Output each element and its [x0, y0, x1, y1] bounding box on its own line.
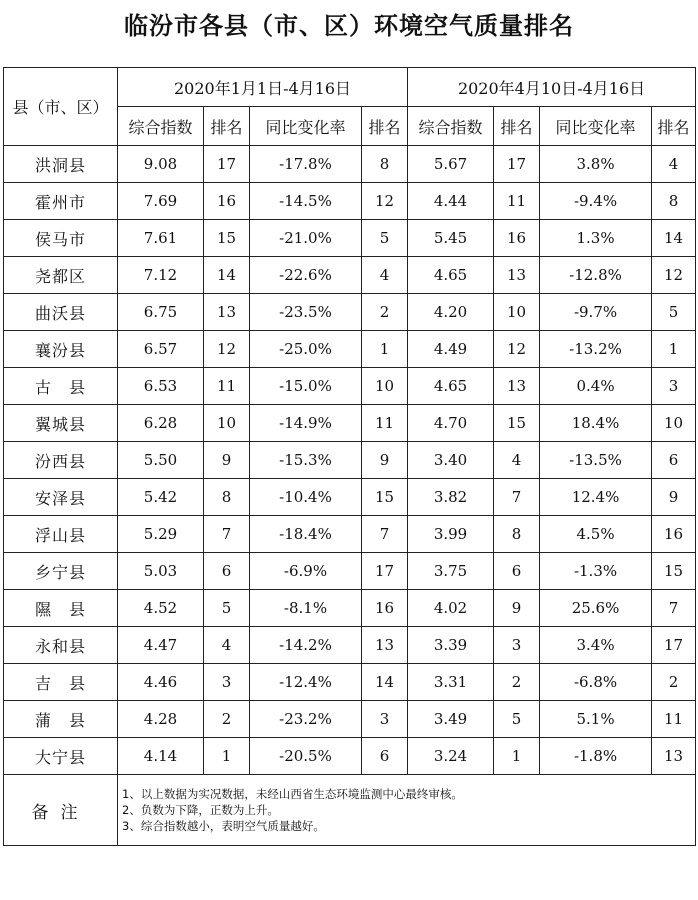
change-rank-cell: 2 [652, 664, 696, 701]
composite-index-cell: 7.61 [118, 220, 204, 257]
table-row [4, 479, 696, 516]
composite-index-cell: 6.28 [118, 405, 204, 442]
table-row [4, 183, 696, 220]
table-row [4, 368, 696, 405]
change-rank-cell: 2 [362, 294, 408, 331]
change-rate-cell: -14.5% [250, 183, 362, 220]
change-rank-cell: 10 [652, 405, 696, 442]
rank-cell: 13 [204, 294, 250, 331]
notes-row [4, 775, 696, 846]
notes-content [118, 775, 696, 846]
period2-header: 2020年4月10日-4月16日 [408, 68, 696, 107]
change-rank-cell: 7 [652, 590, 696, 627]
col-header-rank: 排名 [204, 107, 250, 146]
composite-index-cell: 6.57 [118, 331, 204, 368]
col-header-rank: 排名 [494, 107, 540, 146]
composite-index-cell: 4.52 [118, 590, 204, 627]
change-rank-cell: 7 [362, 516, 408, 553]
change-rate-cell: -25.0% [250, 331, 362, 368]
change-rank-cell: 5 [362, 220, 408, 257]
change-rate-cell: -14.9% [250, 405, 362, 442]
ranking-table [3, 67, 696, 846]
col-header-change: 同比变化率 [540, 107, 652, 146]
rank-cell: 15 [494, 405, 540, 442]
change-rank-cell: 11 [362, 405, 408, 442]
col-header-change-rank: 排名 [362, 107, 408, 146]
change-rate-cell: -13.2% [540, 331, 652, 368]
composite-index-cell: 4.49 [408, 331, 494, 368]
change-rate-cell: -9.4% [540, 183, 652, 220]
composite-index-cell: 5.45 [408, 220, 494, 257]
county-name: 蒲 县 [4, 701, 118, 738]
change-rate-cell: -6.9% [250, 553, 362, 590]
change-rank-cell: 4 [652, 146, 696, 183]
county-name: 洪洞县 [4, 146, 118, 183]
rank-cell: 12 [204, 331, 250, 368]
change-rate-cell: -14.2% [250, 627, 362, 664]
county-name: 襄汾县 [4, 331, 118, 368]
rank-cell: 7 [494, 479, 540, 516]
composite-index-cell: 4.65 [408, 368, 494, 405]
table-row [4, 516, 696, 553]
rank-cell: 8 [494, 516, 540, 553]
rank-cell: 11 [494, 183, 540, 220]
composite-index-cell: 3.40 [408, 442, 494, 479]
composite-index-cell: 6.53 [118, 368, 204, 405]
change-rank-cell: 16 [362, 590, 408, 627]
composite-index-cell: 5.03 [118, 553, 204, 590]
rank-cell: 4 [204, 627, 250, 664]
change-rank-cell: 10 [362, 368, 408, 405]
change-rank-cell: 11 [652, 701, 696, 738]
county-name: 曲沃县 [4, 294, 118, 331]
county-name: 永和县 [4, 627, 118, 664]
period1-header: 2020年1月1日-4月16日 [118, 68, 408, 107]
rank-cell: 10 [494, 294, 540, 331]
rank-cell: 17 [204, 146, 250, 183]
rank-cell: 16 [494, 220, 540, 257]
composite-index-cell: 5.67 [408, 146, 494, 183]
county-name: 翼城县 [4, 405, 118, 442]
rank-cell: 5 [494, 701, 540, 738]
composite-index-cell: 6.75 [118, 294, 204, 331]
note-line: 2、负数为下降，正数为上升。 [122, 803, 279, 817]
change-rank-cell: 4 [362, 257, 408, 294]
change-rate-cell: 1.3% [540, 220, 652, 257]
table-row [4, 294, 696, 331]
rank-cell: 13 [494, 368, 540, 405]
composite-index-cell: 4.14 [118, 738, 204, 775]
note-line: 3、综合指数越小，表明空气质量越好。 [122, 819, 325, 833]
change-rank-cell: 6 [652, 442, 696, 479]
change-rate-cell: 18.4% [540, 405, 652, 442]
rank-cell: 15 [204, 220, 250, 257]
table-row [4, 701, 696, 738]
county-name: 安泽县 [4, 479, 118, 516]
change-rank-cell: 1 [652, 331, 696, 368]
composite-index-cell: 3.82 [408, 479, 494, 516]
change-rank-cell: 13 [652, 738, 696, 775]
table-row [4, 738, 696, 775]
county-name: 侯马市 [4, 220, 118, 257]
composite-index-cell: 3.75 [408, 553, 494, 590]
rank-cell: 9 [204, 442, 250, 479]
county-name: 浮山县 [4, 516, 118, 553]
rank-cell: 3 [204, 664, 250, 701]
composite-index-cell: 4.70 [408, 405, 494, 442]
composite-index-cell: 4.47 [118, 627, 204, 664]
change-rate-cell: -15.0% [250, 368, 362, 405]
composite-index-cell: 3.24 [408, 738, 494, 775]
table-row [4, 590, 696, 627]
table-row [4, 664, 696, 701]
change-rate-cell: -23.5% [250, 294, 362, 331]
composite-index-cell: 7.69 [118, 183, 204, 220]
county-name: 大宁县 [4, 738, 118, 775]
change-rate-cell: -10.4% [250, 479, 362, 516]
change-rank-cell: 3 [362, 701, 408, 738]
change-rate-cell: 12.4% [540, 479, 652, 516]
rank-cell: 12 [494, 331, 540, 368]
rank-cell: 6 [204, 553, 250, 590]
change-rate-cell: -9.7% [540, 294, 652, 331]
table-row [4, 146, 696, 183]
change-rate-cell: 3.4% [540, 627, 652, 664]
composite-index-cell: 3.49 [408, 701, 494, 738]
change-rate-cell: -17.8% [250, 146, 362, 183]
notes-label: 备注 [4, 775, 118, 846]
rank-cell: 2 [494, 664, 540, 701]
county-name: 乡宁县 [4, 553, 118, 590]
composite-index-cell: 4.02 [408, 590, 494, 627]
change-rate-cell: -21.0% [250, 220, 362, 257]
change-rank-cell: 14 [652, 220, 696, 257]
change-rate-cell: 0.4% [540, 368, 652, 405]
rank-cell: 7 [204, 516, 250, 553]
county-name: 吉 县 [4, 664, 118, 701]
change-rate-cell: -1.3% [540, 553, 652, 590]
col-header-change-rank: 排名 [652, 107, 696, 146]
table-row [4, 257, 696, 294]
composite-index-cell: 4.46 [118, 664, 204, 701]
change-rank-cell: 14 [362, 664, 408, 701]
table-row [4, 442, 696, 479]
composite-index-cell: 5.50 [118, 442, 204, 479]
table-row [4, 220, 696, 257]
change-rate-cell: 5.1% [540, 701, 652, 738]
change-rank-cell: 9 [362, 442, 408, 479]
change-rank-cell: 8 [652, 183, 696, 220]
composite-index-cell: 3.31 [408, 664, 494, 701]
change-rate-cell: 3.8% [540, 146, 652, 183]
table-row [4, 627, 696, 664]
change-rank-cell: 17 [362, 553, 408, 590]
change-rank-cell: 1 [362, 331, 408, 368]
county-column-header: 县（市、区） [4, 68, 118, 146]
county-name: 古 县 [4, 368, 118, 405]
composite-index-cell: 4.20 [408, 294, 494, 331]
change-rate-cell: -13.5% [540, 442, 652, 479]
composite-index-cell: 9.08 [118, 146, 204, 183]
composite-index-cell: 3.39 [408, 627, 494, 664]
rank-cell: 13 [494, 257, 540, 294]
note-line: 1、以上数据为实况数据，未经山西省生态环境监测中心最终审核。 [122, 787, 463, 801]
rank-cell: 3 [494, 627, 540, 664]
composite-index-cell: 5.29 [118, 516, 204, 553]
col-header-index: 综合指数 [408, 107, 494, 146]
page-title: 临汾市各县（市、区）环境空气质量排名 [124, 12, 574, 40]
change-rate-cell: -12.4% [250, 664, 362, 701]
change-rank-cell: 8 [362, 146, 408, 183]
change-rate-cell: -6.8% [540, 664, 652, 701]
change-rank-cell: 13 [362, 627, 408, 664]
table-row [4, 553, 696, 590]
table-row [4, 331, 696, 368]
rank-cell: 11 [204, 368, 250, 405]
change-rank-cell: 15 [652, 553, 696, 590]
change-rate-cell: -20.5% [250, 738, 362, 775]
rank-cell: 17 [494, 146, 540, 183]
col-header-index: 综合指数 [118, 107, 204, 146]
composite-index-cell: 4.28 [118, 701, 204, 738]
change-rate-cell: -15.3% [250, 442, 362, 479]
change-rate-cell: -8.1% [250, 590, 362, 627]
change-rank-cell: 6 [362, 738, 408, 775]
change-rank-cell: 15 [362, 479, 408, 516]
rank-cell: 10 [204, 405, 250, 442]
change-rank-cell: 9 [652, 479, 696, 516]
rank-cell: 2 [204, 701, 250, 738]
county-name: 汾西县 [4, 442, 118, 479]
composite-index-cell: 3.99 [408, 516, 494, 553]
change-rate-cell: 25.6% [540, 590, 652, 627]
rank-cell: 1 [494, 738, 540, 775]
rank-cell: 4 [494, 442, 540, 479]
change-rank-cell: 3 [652, 368, 696, 405]
change-rank-cell: 5 [652, 294, 696, 331]
composite-index-cell: 5.42 [118, 479, 204, 516]
change-rank-cell: 12 [362, 183, 408, 220]
rank-cell: 5 [204, 590, 250, 627]
change-rank-cell: 16 [652, 516, 696, 553]
composite-index-cell: 7.12 [118, 257, 204, 294]
change-rank-cell: 17 [652, 627, 696, 664]
composite-index-cell: 4.44 [408, 183, 494, 220]
col-header-change: 同比变化率 [250, 107, 362, 146]
county-name: 尧都区 [4, 257, 118, 294]
rank-cell: 16 [204, 183, 250, 220]
change-rate-cell: -23.2% [250, 701, 362, 738]
table-row [4, 405, 696, 442]
composite-index-cell: 4.65 [408, 257, 494, 294]
change-rate-cell: -1.8% [540, 738, 652, 775]
change-rate-cell: 4.5% [540, 516, 652, 553]
change-rate-cell: -12.8% [540, 257, 652, 294]
rank-cell: 1 [204, 738, 250, 775]
change-rate-cell: -18.4% [250, 516, 362, 553]
county-name: 隰 县 [4, 590, 118, 627]
change-rank-cell: 12 [652, 257, 696, 294]
rank-cell: 6 [494, 553, 540, 590]
rank-cell: 9 [494, 590, 540, 627]
county-name: 霍州市 [4, 183, 118, 220]
rank-cell: 8 [204, 479, 250, 516]
change-rate-cell: -22.6% [250, 257, 362, 294]
rank-cell: 14 [204, 257, 250, 294]
